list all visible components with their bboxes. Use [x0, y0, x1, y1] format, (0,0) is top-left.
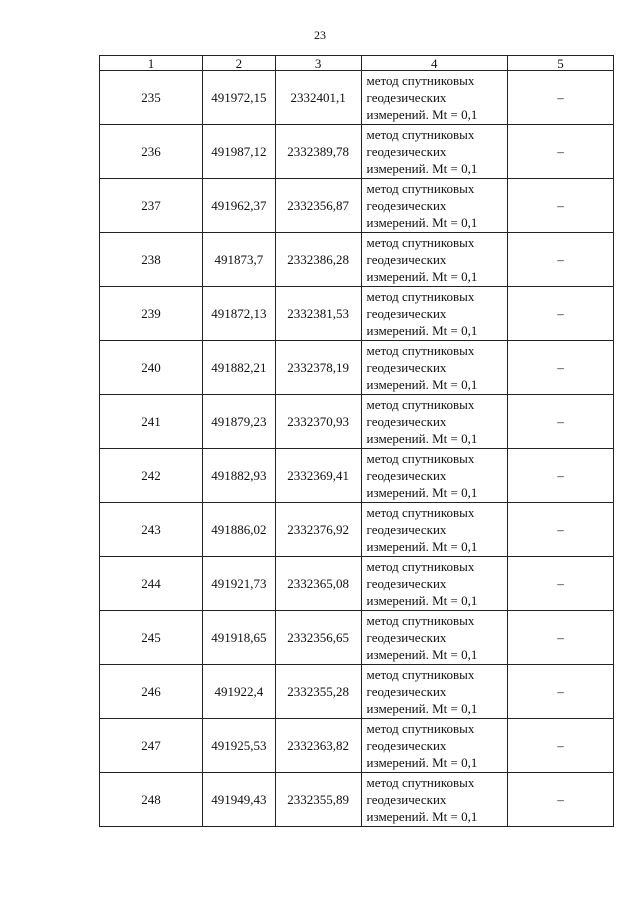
x-coordinate-cell: 491918,65 — [203, 611, 276, 665]
method-cell: метод спутниковых геодезических измерений. Mt = 0,1 — [361, 287, 507, 341]
y-coordinate-cell: 2332378,19 — [275, 341, 361, 395]
method-cell: метод спутниковых геодезических измерений. Mt = 0,1 — [361, 719, 507, 773]
y-coordinate-cell: 2332389,78 — [275, 125, 361, 179]
point-number-cell: 241 — [100, 395, 203, 449]
y-coordinate-cell: 2332355,28 — [275, 665, 361, 719]
x-coordinate-cell: 491972,15 — [203, 71, 276, 125]
note-cell: – — [507, 125, 613, 179]
x-coordinate-cell: 491882,93 — [203, 449, 276, 503]
method-cell: метод спутниковых геодезических измерений. Mt = 0,1 — [361, 611, 507, 665]
point-number-cell: 245 — [100, 611, 203, 665]
table-row — [100, 71, 614, 125]
y-coordinate-cell: 2332356,65 — [275, 611, 361, 665]
x-coordinate-cell: 491949,43 — [203, 773, 276, 827]
column-header-4: 4 — [361, 56, 507, 71]
table-row — [100, 557, 614, 611]
point-number-cell: 237 — [100, 179, 203, 233]
point-number-cell: 246 — [100, 665, 203, 719]
table-row — [100, 719, 614, 773]
table-row — [100, 395, 614, 449]
x-coordinate-cell: 491921,73 — [203, 557, 276, 611]
table-row — [100, 287, 614, 341]
column-header-1: 1 — [100, 56, 203, 71]
point-number-cell: 243 — [100, 503, 203, 557]
note-cell: – — [507, 557, 613, 611]
x-coordinate-cell: 491925,53 — [203, 719, 276, 773]
table-row — [100, 233, 614, 287]
note-cell: – — [507, 287, 613, 341]
x-coordinate-cell: 491922,4 — [203, 665, 276, 719]
y-coordinate-cell: 2332386,28 — [275, 233, 361, 287]
table-row — [100, 341, 614, 395]
y-coordinate-cell: 2332363,82 — [275, 719, 361, 773]
table-row — [100, 449, 614, 503]
y-coordinate-cell: 2332401,1 — [275, 71, 361, 125]
note-cell: – — [507, 665, 613, 719]
note-cell: – — [507, 773, 613, 827]
point-number-cell: 247 — [100, 719, 203, 773]
table-row — [100, 503, 614, 557]
y-coordinate-cell: 2332381,53 — [275, 287, 361, 341]
method-cell: метод спутниковых геодезических измерений. Mt = 0,1 — [361, 557, 507, 611]
x-coordinate-cell: 491886,02 — [203, 503, 276, 557]
y-coordinate-cell: 2332355,89 — [275, 773, 361, 827]
note-cell: – — [507, 611, 613, 665]
note-cell: – — [507, 395, 613, 449]
note-cell: – — [507, 449, 613, 503]
method-cell: метод спутниковых геодезических измерений. Mt = 0,1 — [361, 665, 507, 719]
page-number: 23 — [314, 28, 326, 42]
y-coordinate-cell: 2332365,08 — [275, 557, 361, 611]
point-number-cell: 236 — [100, 125, 203, 179]
x-coordinate-cell: 491873,7 — [203, 233, 276, 287]
column-header-3: 3 — [275, 56, 361, 71]
y-coordinate-cell: 2332369,41 — [275, 449, 361, 503]
method-cell: метод спутниковых геодезических измерений. Mt = 0,1 — [361, 179, 507, 233]
note-cell: – — [507, 233, 613, 287]
table-row — [100, 125, 614, 179]
table-row — [100, 665, 614, 719]
method-cell: метод спутниковых геодезических измерений. Mt = 0,1 — [361, 503, 507, 557]
table-row — [100, 773, 614, 827]
point-number-cell: 242 — [100, 449, 203, 503]
method-cell: метод спутниковых геодезических измерений. Mt = 0,1 — [361, 233, 507, 287]
note-cell: – — [507, 341, 613, 395]
table-body — [100, 71, 614, 827]
point-number-cell: 240 — [100, 341, 203, 395]
point-number-cell: 238 — [100, 233, 203, 287]
y-coordinate-cell: 2332370,93 — [275, 395, 361, 449]
y-coordinate-cell: 2332356,87 — [275, 179, 361, 233]
table-row — [100, 611, 614, 665]
method-cell: метод спутниковых геодезических измерений. Mt = 0,1 — [361, 773, 507, 827]
x-coordinate-cell: 491882,21 — [203, 341, 276, 395]
y-coordinate-cell: 2332376,92 — [275, 503, 361, 557]
note-cell: – — [507, 179, 613, 233]
x-coordinate-cell: 491987,12 — [203, 125, 276, 179]
coordinates-table — [99, 55, 614, 827]
note-cell: – — [507, 71, 613, 125]
column-header-5: 5 — [507, 56, 613, 71]
header-row — [100, 56, 614, 71]
point-number-cell: 248 — [100, 773, 203, 827]
x-coordinate-cell: 491872,13 — [203, 287, 276, 341]
method-cell: метод спутниковых геодезических измерений. Mt = 0,1 — [361, 395, 507, 449]
note-cell: – — [507, 503, 613, 557]
method-cell: метод спутниковых геодезических измерений. Mt = 0,1 — [361, 341, 507, 395]
method-cell: метод спутниковых геодезических измерений. Mt = 0,1 — [361, 449, 507, 503]
column-header-2: 2 — [203, 56, 276, 71]
method-cell: метод спутниковых геодезических измерений. Mt = 0,1 — [361, 125, 507, 179]
table-header — [100, 56, 614, 71]
point-number-cell: 244 — [100, 557, 203, 611]
x-coordinate-cell: 491962,37 — [203, 179, 276, 233]
method-cell: метод спутниковых геодезических измерений. Mt = 0,1 — [361, 71, 507, 125]
note-cell: – — [507, 719, 613, 773]
point-number-cell: 235 — [100, 71, 203, 125]
x-coordinate-cell: 491879,23 — [203, 395, 276, 449]
point-number-cell: 239 — [100, 287, 203, 341]
table-row — [100, 179, 614, 233]
